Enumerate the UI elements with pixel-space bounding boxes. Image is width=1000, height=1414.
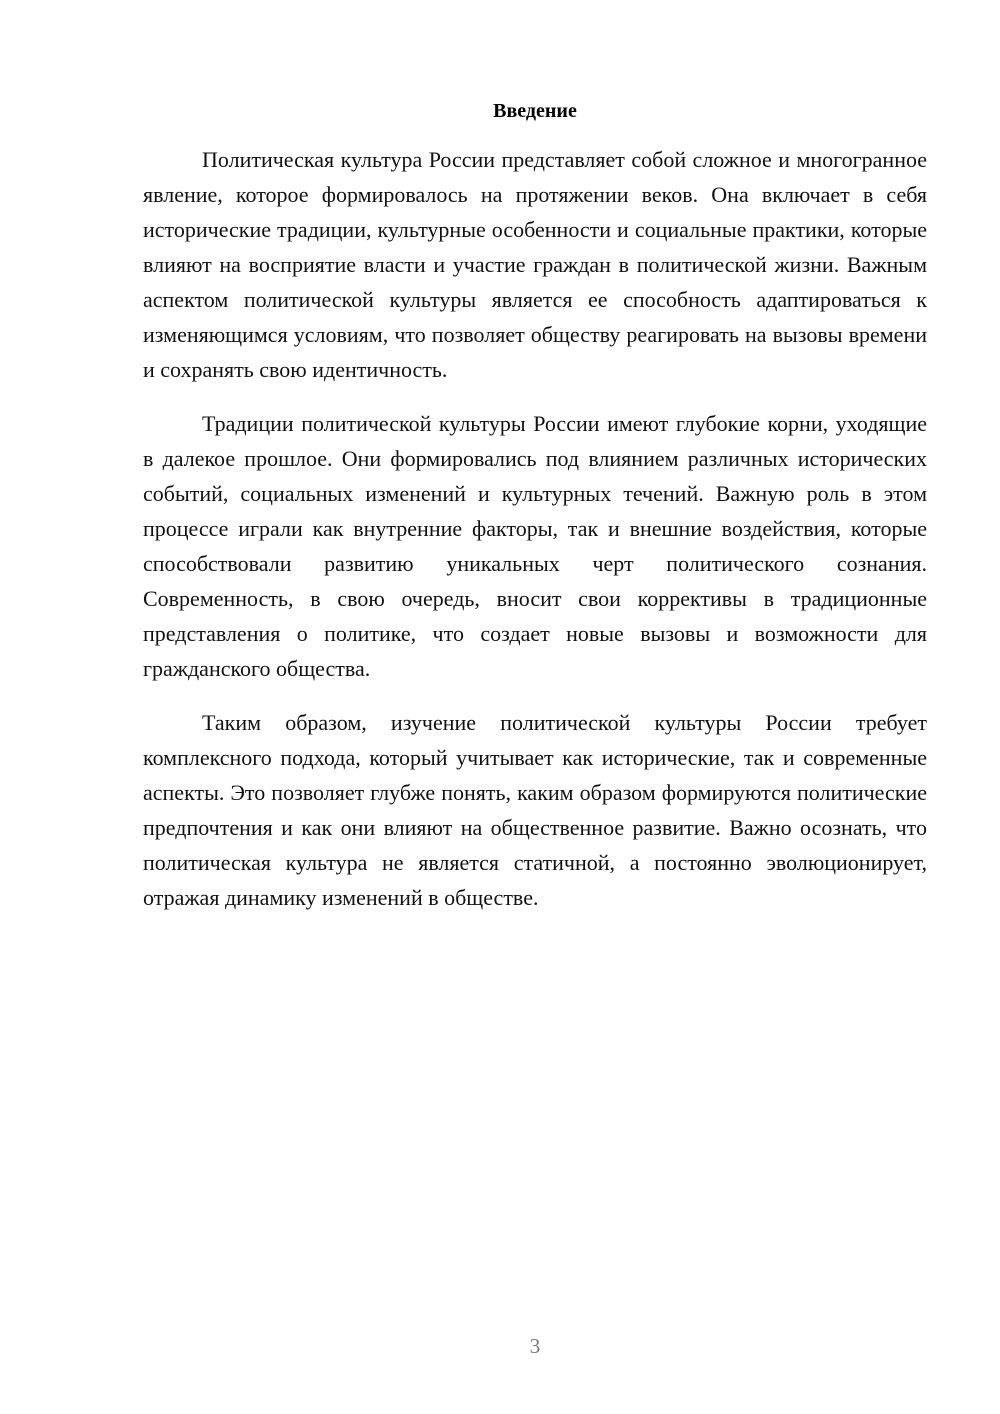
body-text [143, 142, 927, 934]
paragraph-3: Таким образом, изучение политической культуры России требует комплексного подхода, который учитывает как исторические, так и современные аспекты. Это позволяет глубже понять, каким образом формируются политические предпочтения и как они влияют на общественное развитие. Важно осознать, что политическая культура не является статичной, а постоянно эволюционирует, отражая динамику изменений в обществе. [143, 710, 927, 910]
page-number: 3 [529, 1334, 541, 1358]
paragraph-1: Политическая культура России представляет собой сложное и многогранное явление, которое формировалось на протяжении веков. Она включает в себя исторические традиции, культурные особенности и социальные практики, которые влияют на восприятие власти и участие граждан в политической жизни. Важным аспектом политической культуры является ее способность адаптироваться к изменяющимся условиям, что позволяет обществу реагировать на вызовы времени и сохранять свою идентичность. [143, 147, 927, 382]
section-heading: Введение [493, 100, 577, 122]
paragraph-2: Традиции политической культуры России имеют глубокие корни, уходящие в далекое прошлое. Они формировались под влиянием различных исторических событий, социальных изменений и культурных течений. Важную роль в этом процессе играли как внутренние факторы, так и внешние воздействия, которые способствовали развитию уникальных черт политического сознания. Современность, в свою очередь, вносит свои коррективы в традиционные представления о политике, что создает новые вызовы и возможности для гражданского общества. [143, 411, 927, 681]
